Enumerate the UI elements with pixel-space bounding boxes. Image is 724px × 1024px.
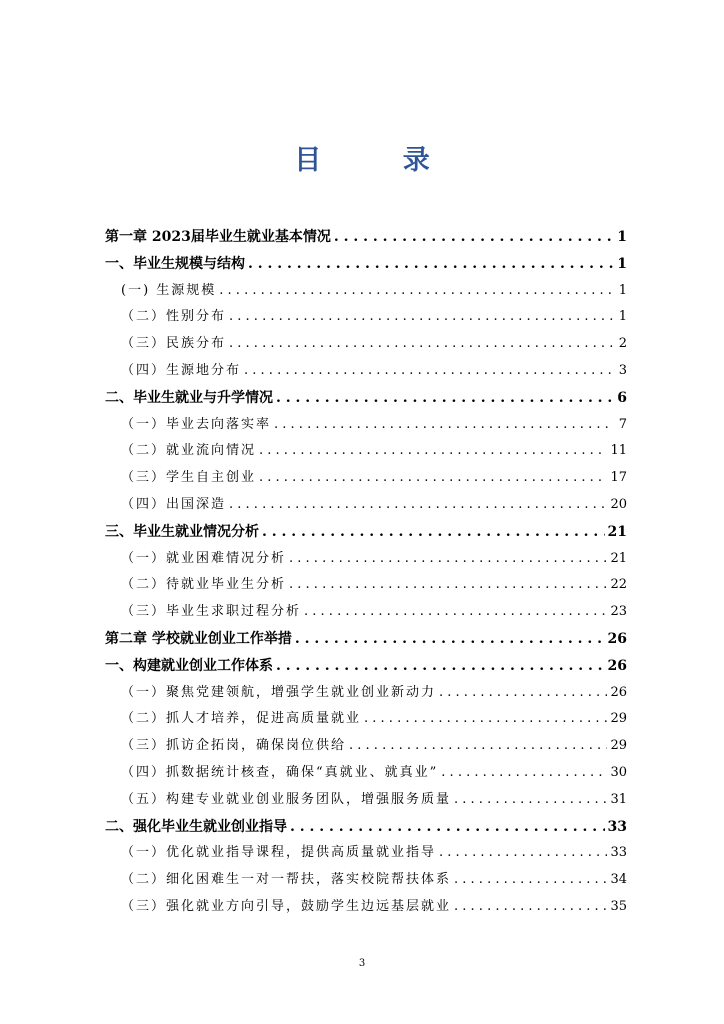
toc-entry-label: 二、毕业生就业与升学情况 [105, 389, 273, 406]
dot-leader [229, 492, 607, 519]
toc-entry[interactable] [105, 599, 627, 626]
toc-entry-page-number: 1 [618, 309, 627, 325]
dot-leader [454, 894, 607, 921]
dot-leader [289, 546, 607, 573]
toc-entry[interactable] [105, 840, 627, 867]
toc-title: 目 录 [294, 145, 466, 176]
dot-leader [229, 304, 614, 331]
toc-entry-page-number: 21 [610, 550, 627, 566]
toc-entry[interactable] [105, 519, 627, 546]
dot-leader [274, 412, 614, 439]
toc-entry-page-number: 1 [618, 282, 627, 298]
toc-entry-label: （四）生源地分布 [121, 362, 242, 378]
dot-leader [259, 438, 607, 465]
toc-entry[interactable] [105, 465, 627, 492]
toc-entry-label: （一）就业困难情况分析 [121, 550, 287, 566]
toc-entry-page-number: 33 [607, 818, 627, 835]
toc-entry[interactable] [105, 251, 627, 278]
toc-entry[interactable] [105, 572, 627, 599]
toc-entry[interactable] [105, 358, 627, 385]
toc-entry-label: （三）学生自主创业 [121, 470, 257, 486]
toc-entry-page-number: 3 [618, 362, 627, 378]
toc-entry-label: （一）优化就业指导课程，提供高质量就业指导 [121, 845, 437, 861]
toc-entry-label: 一、毕业生规模与结构 [105, 255, 245, 272]
toc-entry-page-number: 23 [610, 604, 627, 620]
toc-entry-page-number: 21 [607, 523, 627, 540]
dot-leader [219, 278, 614, 305]
dot-leader [304, 599, 607, 626]
dot-leader [295, 626, 605, 653]
toc-entry[interactable] [105, 278, 627, 305]
toc-entry-label: （二）抓人才培养，促进高质量就业 [121, 711, 362, 727]
toc-entry-page-number: 6 [617, 389, 627, 406]
toc-entry[interactable] [105, 385, 627, 412]
toc-entry-page-number: 29 [610, 738, 627, 754]
toc-entry[interactable] [105, 626, 627, 653]
toc-entry-label: 第二章 学校就业创业工作举措 [105, 630, 292, 647]
dot-leader [259, 465, 607, 492]
toc-entry[interactable] [105, 867, 627, 894]
toc-entry-page-number: 1 [617, 255, 627, 272]
toc-entry[interactable] [105, 787, 627, 814]
dot-leader [439, 840, 607, 867]
table-of-contents [105, 224, 627, 921]
toc-entry-label: （四）抓数据统计核查，确保“真就业、就真业” [121, 764, 439, 780]
toc-entry[interactable] [105, 680, 627, 707]
toc-entry-label: 第一章 2023届毕业生就业基本情况 [105, 229, 331, 245]
toc-entry-label: 三、毕业生就业情况分析 [105, 523, 259, 540]
toc-entry[interactable] [105, 331, 627, 358]
toc-entry-page-number: 7 [618, 416, 627, 432]
toc-entry-label: （三）毕业生求职过程分析 [121, 604, 302, 620]
toc-entry-page-number: 1 [617, 229, 627, 245]
toc-entry-label: （四）出国深造 [121, 496, 227, 512]
toc-entry-page-number: 17 [610, 470, 627, 486]
dot-leader [439, 680, 607, 707]
dot-leader [364, 706, 607, 733]
dot-leader [454, 867, 607, 894]
toc-entry[interactable] [105, 814, 627, 841]
dot-leader [334, 224, 614, 251]
toc-entry-label: （五）构建专业就业创业服务团队，增强服务质量 [121, 791, 452, 807]
toc-entry[interactable] [105, 653, 627, 680]
toc-entry-label: （一）毕业去向落实率 [121, 416, 272, 432]
page-number-footer: 3 [358, 958, 366, 969]
toc-entry[interactable] [105, 224, 627, 251]
dot-leader [441, 760, 607, 787]
dot-leader [349, 733, 607, 760]
dot-leader [262, 519, 605, 546]
toc-entry-page-number: 26 [607, 657, 627, 674]
toc-entry-label: （三）抓访企拓岗，确保岗位供给 [121, 738, 347, 754]
dot-leader [229, 331, 614, 358]
toc-entry[interactable] [105, 760, 627, 787]
dot-leader [248, 251, 614, 278]
toc-entry-page-number: 26 [610, 684, 627, 700]
toc-entry-label: （三）民族分布 [121, 336, 227, 352]
toc-entry-page-number: 26 [607, 630, 627, 647]
toc-entry[interactable] [105, 894, 627, 921]
toc-entry-label: （二）就业流向情况 [121, 443, 257, 459]
toc-entry[interactable] [105, 733, 627, 760]
toc-entry-label: (一) 生源规模 [121, 282, 217, 298]
toc-entry-page-number: 31 [610, 791, 627, 807]
toc-entry-label: 一、构建就业创业工作体系 [105, 657, 273, 674]
toc-entry-page-number: 30 [610, 764, 627, 780]
toc-entry-page-number: 34 [610, 872, 627, 888]
toc-entry-page-number: 35 [610, 898, 627, 914]
dot-leader [454, 787, 607, 814]
toc-entry[interactable] [105, 492, 627, 519]
toc-entry[interactable] [105, 412, 627, 439]
dot-leader [276, 385, 614, 412]
toc-entry-page-number: 29 [610, 711, 627, 727]
toc-entry[interactable] [105, 438, 627, 465]
toc-entry[interactable] [105, 304, 627, 331]
dot-leader [244, 358, 614, 385]
toc-entry[interactable] [105, 546, 627, 573]
dot-leader [289, 572, 607, 599]
toc-entry-label: （一）聚焦党建领航，增强学生就业创业新动力 [121, 684, 437, 700]
toc-entry-page-number: 33 [610, 845, 627, 861]
toc-entry-page-number: 22 [610, 577, 627, 593]
toc-entry-label: （二）细化困难生一对一帮扶，落实校院帮扶体系 [121, 872, 452, 888]
toc-entry-page-number: 20 [610, 496, 627, 512]
toc-entry-label: （二）待就业毕业生分析 [121, 577, 287, 593]
dot-leader [276, 653, 605, 680]
toc-entry-label: 二、强化毕业生就业创业指导 [105, 818, 287, 835]
dot-leader [290, 814, 605, 841]
toc-entry-label: （三）强化就业方向引导，鼓励学生边远基层就业 [121, 898, 452, 914]
toc-entry-page-number: 2 [618, 336, 627, 352]
toc-entry-label: （二）性别分布 [121, 309, 227, 325]
toc-entry-page-number: 11 [610, 443, 627, 459]
toc-entry[interactable] [105, 706, 627, 733]
